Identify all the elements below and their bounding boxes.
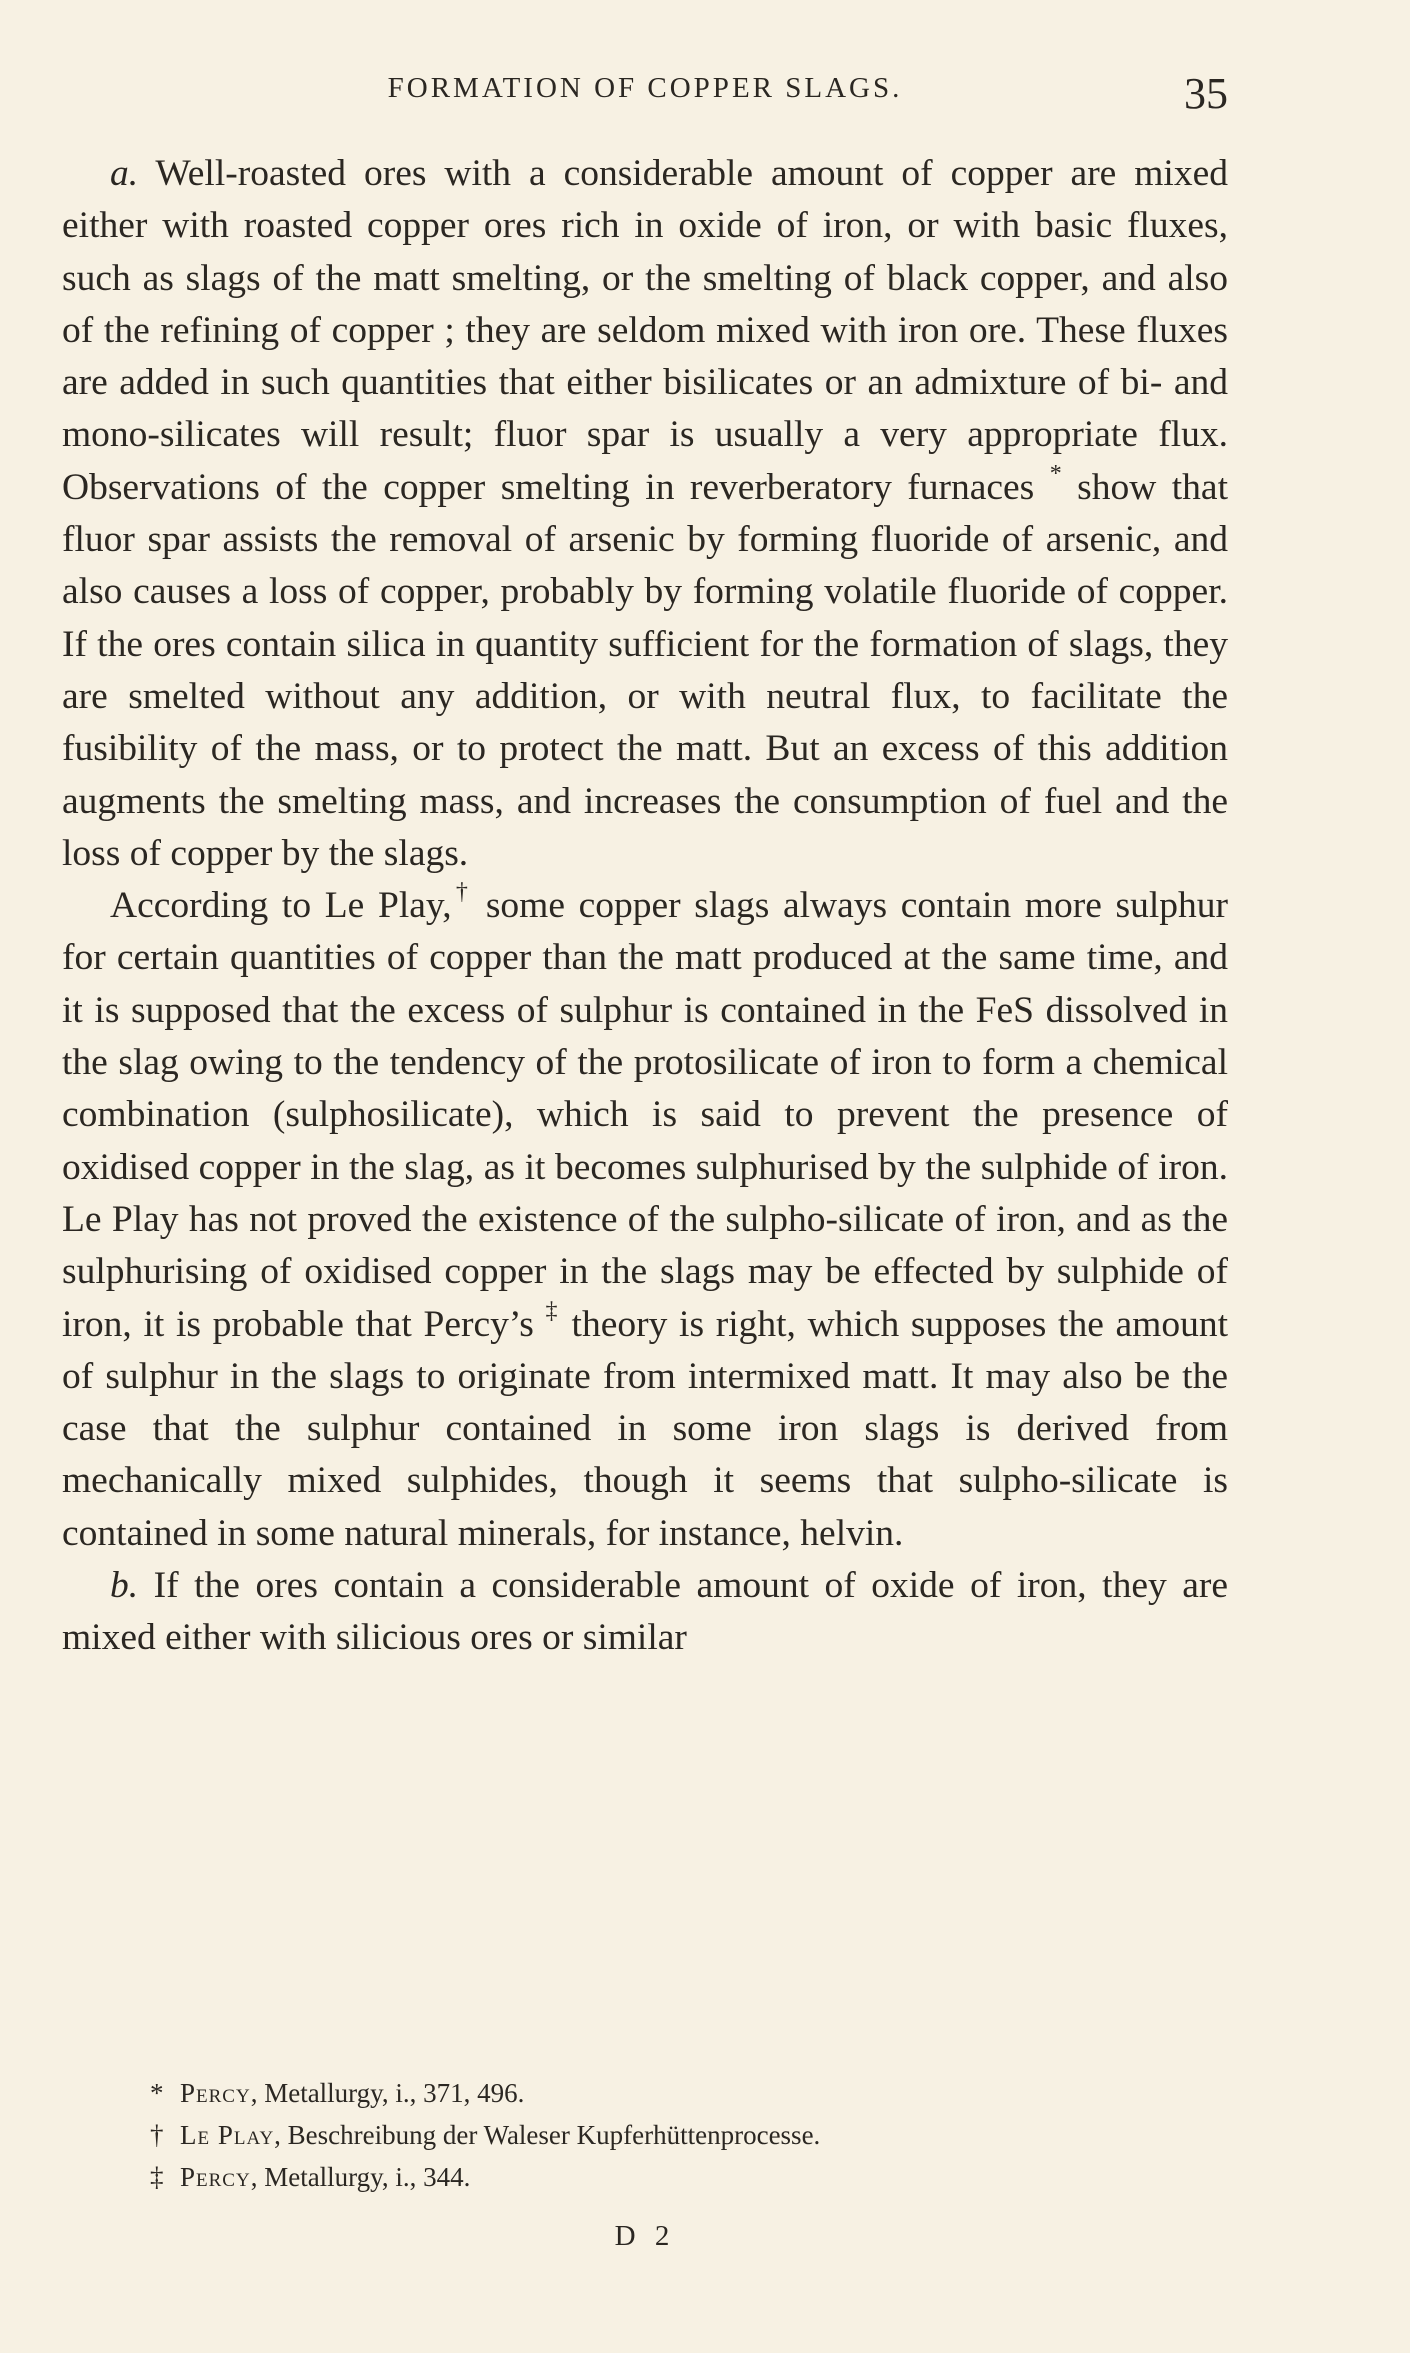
footnote-author: Percy (180, 2162, 251, 2192)
paragraph-le-play-text: According to Le Play, (110, 885, 452, 927)
body-text (62, 148, 1228, 1665)
paragraph-le-play (62, 880, 1228, 1560)
paragraph-a-text: Well-roasted ores with a considerable amount of copper are mixed either with roasted copper ores rich in oxide of iron, or with basic fluxes, such as slags of the matt smelting, or the smelting of black copper, and also of the refining of copper ; they are seldom mixed with iron ore. These fluxes are added in such quantities that either bisilicates or an admixture of bi- and mono-silicates will result; fluor spar is usually a very appropriate flux. Observations of the copper smelting in reverberatory furnaces (62, 153, 1228, 508)
footnotes (150, 2072, 1210, 2198)
paragraph-le-play-text-mid: some copper slags always contain more sulphur for certain quantities of copper than the matt produced at the same time, and it is supposed that the excess of sulphur is contained in the FeS dissolved in the slag owing to the tendency of the protosilicate of iron to form a chemical combination (sulphosilicate), which is said to prevent the presence of oxidised copper in the slag, as it becomes sulphurised by the sulphide of iron. Le Play has not proved the existence of the sulpho-silicate of iron, and as the sulphurising of oxidised copper in the slags may be effected by sulphide of iron, it is probable that Percy’s (62, 885, 1229, 1345)
footnote-mark: * (150, 2078, 164, 2108)
footnote-text: , Metallurgy, i., 344. (250, 2162, 471, 2192)
footnote-text: , Beschreibung der Waleser Kupferhüttenprocesse. (274, 2120, 821, 2150)
paragraph-a (62, 148, 1228, 880)
paragraph-a-text-cont: show that fluor spar assists the removal of arsenic by forming fluoride of arsenic, and also causes a loss of copper, probably by forming volatile fluoride of copper. If the ores contain silica in quantity sufficient for the formation of slags, they are smelted without any addition, or with neutral flux, to facilitate the fusibility of the mass, or to protect the matt. But an excess of this addition augments the smelting mass, and increases the consumption of fuel and the loss of copper by the slags. (62, 466, 1228, 874)
page-header (62, 68, 1228, 128)
footnote-3 (150, 2156, 1210, 2198)
paragraph-marker-b: b. (110, 1565, 139, 1607)
paragraph-b (62, 1560, 1228, 1665)
paragraph-b-text: If the ores contain a considerable amount of oxide of iron, they are mixed either with silicious ores or similar (62, 1565, 1228, 1659)
paragraph-marker-a: a. (110, 153, 139, 194)
signature-mark: D 2 (614, 2220, 676, 2252)
book-page (62, 0, 1228, 2353)
page-number: 35 (1184, 69, 1228, 118)
footnote-ref-dagger: † (451, 879, 473, 906)
running-title: FORMATION OF COPPER SLAGS. (387, 72, 903, 104)
footnote-mark: ‡ (150, 2162, 164, 2192)
footnote-ref-asterisk: * (1049, 460, 1062, 487)
footnote-text: , Metallurgy, i., 371, 496. (250, 2078, 525, 2108)
footnote-ref-double-dagger: ‡ (545, 1297, 560, 1324)
footnote-mark: † (150, 2120, 164, 2150)
footnote-author: Percy (180, 2078, 251, 2108)
footnote-1 (150, 2072, 1210, 2114)
footnote-author: Le Play (180, 2120, 275, 2150)
footnote-2 (150, 2114, 1210, 2156)
paragraph-le-play-text-cont: theory is right, which supposes the amount of sulphur in the slags to originate from intermixed matt. It may also be the case that the sulphur contained in some iron slags is derived from mechanically mixed sulphides, though it seems that sulpho-silicate is contained in some natural minerals, for instance, helvin. (62, 1303, 1229, 1554)
